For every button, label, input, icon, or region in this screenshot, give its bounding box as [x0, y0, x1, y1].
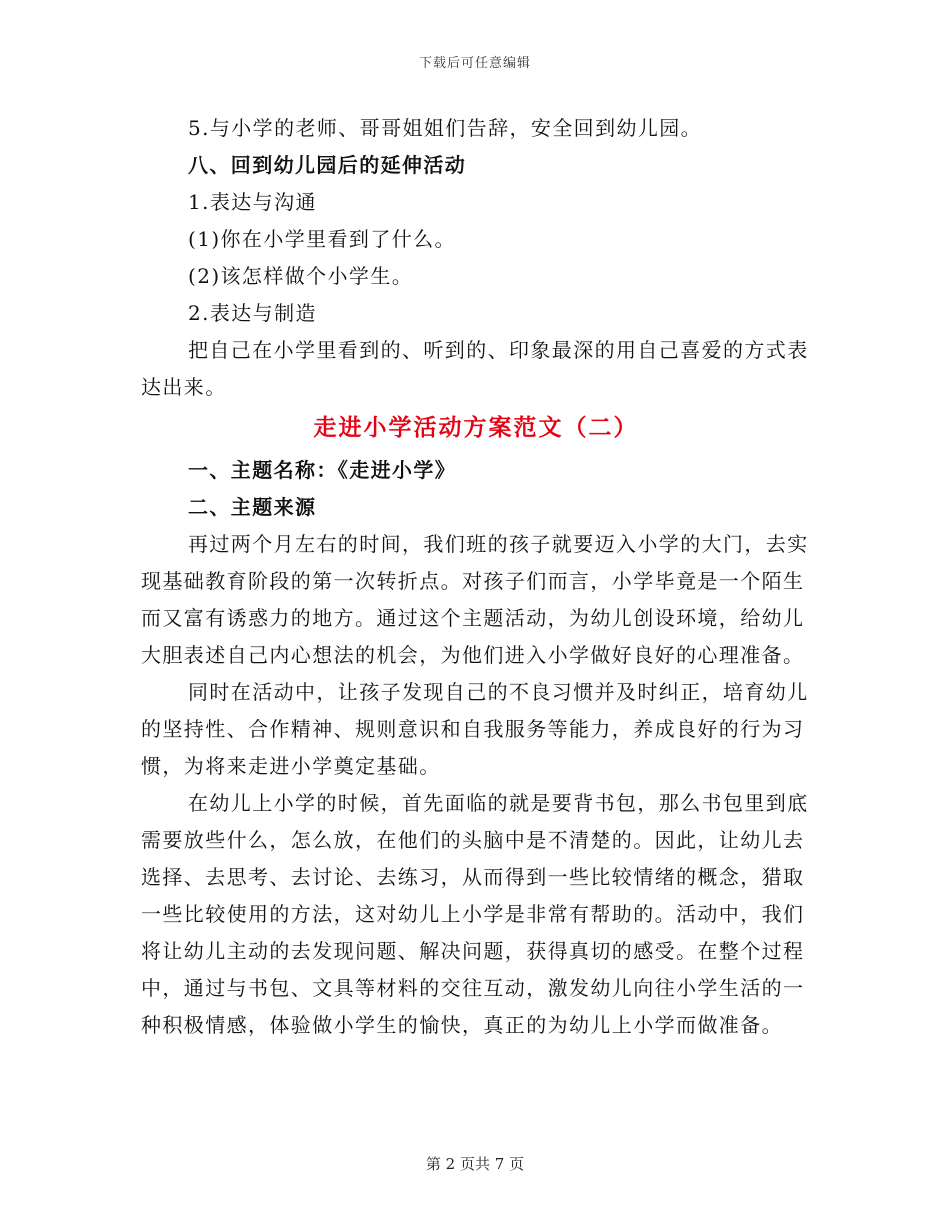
paragraph-express: 把自己在小学里看到的、听到的、印象最深的用自己喜爱的方式表达出来。	[141, 338, 809, 399]
sub-item-1: (1)你在小学里看到了什么。	[188, 227, 456, 251]
paragraph-1: 再过两个月左右的时间，我们班的孩子就要迈入小学的大门，去实现基础教育阶段的第一次转折点。对孩子们而言，小学毕竟是一个陌生而又富有诱惑力的地方。通过这个主题活动，为幼儿创设环境，给幼儿大胆表述自己内心想法的机会，为他们进入小学做好良好的心理准备。	[141, 532, 809, 667]
document-title: 走进小学活动方案范文（二）	[313, 414, 639, 441]
page-footer: 第 2 页共 7 页	[425, 1155, 525, 1173]
paragraph-3: 在幼儿上小学的时候，首先面临的就是要背书包，那么书包里到底需要放些什么，怎么放，在他们的头脑中是不清楚的。因此，让幼儿去选择、去思考、去讨论、去练习，从而得到一些比较情绪的概念，猎取一些比较使用的方法，这对幼儿上小学是非常有帮助的。活动中，我们将让幼儿主动的去发现问题、解决问题，获得真切的感受。在整个过程中，通过与书包、文具等材料的交往互动，激发幼儿向往小学生活的一种积极情感，体验做小学生的愉快，真正的为幼儿上小学而做准备。	[141, 791, 809, 1037]
section-heading-8: 八、回到幼儿园后的延伸活动	[188, 153, 467, 177]
section-heading-theme-source: 二、主题来源	[188, 495, 317, 519]
page-header: 下载后可任意编辑	[418, 56, 531, 71]
list-item-farewell: 5.与小学的老师、哥哥姐姐们告辞，安全回到幼儿园。	[188, 116, 703, 140]
sub-item-2: (2)该怎样做个小学生。	[188, 264, 414, 288]
paragraph-2: 同时在活动中，让孩子发现自己的不良习惯并及时纠正，培育幼儿的坚持性、合作精神、规则意识和自我服务等能力，养成良好的行为习惯，为将来走进小学奠定基础。	[141, 680, 809, 778]
section-heading-theme-name: 一、主题名称：《走进小学》	[188, 458, 457, 482]
list-item-express-communicate: 1.表达与沟通	[188, 190, 317, 214]
list-item-express-create: 2.表达与制造	[188, 301, 317, 325]
document-body	[141, 110, 811, 1044]
